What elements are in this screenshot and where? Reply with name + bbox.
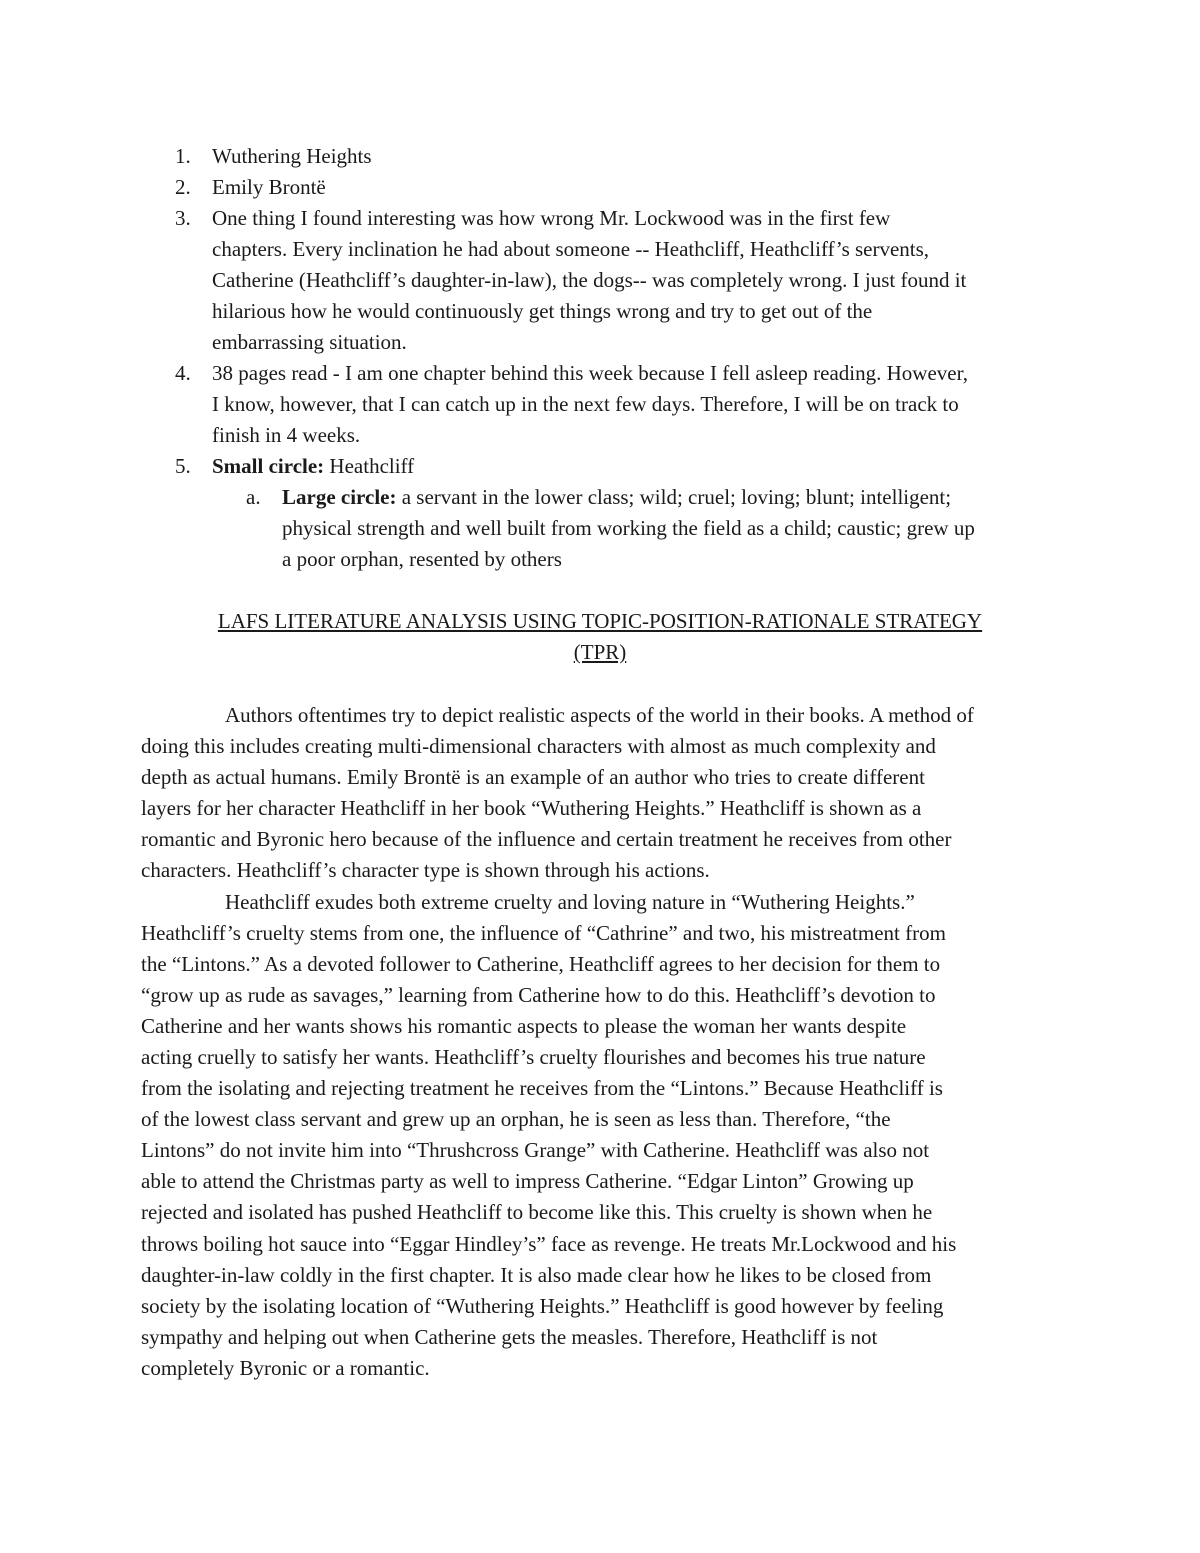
essay-line: from the isolating and rejecting treatment he receives from the “Lintons.” Because Heathcliff is: [141, 1076, 943, 1100]
essay-line: Lintons” do not invite him into “Thrushcross Grange” with Catherine. Heathcliff was also not: [141, 1138, 930, 1162]
list-number-5: 5.: [175, 454, 191, 478]
essay-line: completely Byronic or a romantic.: [141, 1356, 430, 1380]
list-item-3-line: hilarious how he would continuously get things wrong and try to get out of the: [212, 299, 873, 323]
essay-line: layers for her character Heathcliff in her book “Wuthering Heights.” Heathcliff is shown as a: [141, 796, 922, 820]
essay-line: romantic and Byronic hero because of the influence and certain treatment he receives from other: [141, 827, 952, 851]
essay-line: doing this includes creating multi-dimensional characters with almost as much complexity and: [141, 734, 936, 758]
list-item-3-line: embarrassing situation.: [212, 330, 407, 354]
large-circle-label: Large circle:: [282, 485, 397, 509]
essay-line: able to attend the Christmas party as well to impress Catherine. “Edgar Linton” Growing up: [141, 1169, 914, 1193]
sub-list-letter-a: a.: [246, 485, 261, 509]
essay-line: Authors oftentimes try to depict realistic aspects of the world in their books. A method of: [141, 703, 974, 727]
small-circle-label: Small circle:: [212, 454, 325, 478]
list-item-2-text: Emily Brontë: [212, 175, 326, 199]
list-item-5-line: [212, 451, 414, 482]
list-item-1-text: Wuthering Heights: [212, 144, 372, 168]
essay-line: daughter-in-law coldly in the first chapter. It is also made clear how he likes to be closed from: [141, 1263, 932, 1287]
sub-item-a-line: [282, 482, 951, 513]
small-circle-value: Heathcliff: [324, 454, 415, 478]
list-number-1: 1.: [175, 144, 191, 168]
essay-title-line-1: LAFS LITERATURE ANALYSIS USING TOPIC-POSITION-RATIONALE STRATEGY: [217, 609, 983, 633]
essay-line: depth as actual humans. Emily Brontë is an example of an author who tries to create different: [141, 765, 925, 789]
essay-line: rejected and isolated has pushed Heathcliff to become like this. This cruelty is shown when he: [141, 1200, 933, 1224]
essay-line: Heathcliff exudes both extreme cruelty and loving nature in “Wuthering Heights.”: [141, 890, 915, 914]
list-item-4-line: 38 pages read - I am one chapter behind this week because I fell asleep reading. However,: [212, 361, 968, 385]
essay-title-line-2: (TPR): [573, 640, 627, 664]
essay-line: characters. Heathcliff’s character type is shown through his actions.: [141, 858, 710, 882]
list-item-3-line: chapters. Every inclination he had about someone -- Heathcliff, Heathcliff’s servents,: [212, 237, 930, 261]
essay-line: throws boiling hot sauce into “Eggar Hindley’s” face as revenge. He treats Mr.Lockwood and his: [141, 1232, 957, 1256]
list-number-3: 3.: [175, 206, 191, 230]
essay-line: “grow up as rude as savages,” learning from Catherine how to do this. Heathcliff’s devotion to: [141, 983, 936, 1007]
list-number-4: 4.: [175, 361, 191, 385]
list-item-3-line: Catherine (Heathcliff’s daughter-in-law), the dogs-- was completely wrong. I just found it: [212, 268, 967, 292]
essay-line: acting cruelly to satisfy her wants. Heathcliff’s cruelty flourishes and becomes his true nature: [141, 1045, 926, 1069]
large-circle-value: a servant in the lower class; wild; cruel; loving; blunt; intelligent;: [396, 485, 952, 509]
list-item-4-line: I know, however, that I can catch up in the next few days. Therefore, I will be on track to: [212, 392, 959, 416]
sub-item-a-line: physical strength and well built from working the field as a child; caustic; grew up: [282, 516, 975, 540]
essay-line: of the lowest class servant and grew up an orphan, he is seen as less than. Therefore, “the: [141, 1107, 891, 1131]
essay-line: Catherine and her wants shows his romantic aspects to please the woman her wants despite: [141, 1014, 907, 1038]
essay-line: Heathcliff’s cruelty stems from one, the influence of “Cathrine” and two, his mistreatment from: [141, 921, 946, 945]
list-number-2: 2.: [175, 175, 191, 199]
essay-line: society by the isolating location of “Wuthering Heights.” Heathcliff is good however by feeling: [141, 1294, 944, 1318]
sub-item-a-line: a poor orphan, resented by others: [282, 547, 562, 571]
list-item-4-line: finish in 4 weeks.: [212, 423, 361, 447]
essay-line: the “Lintons.” As a devoted follower to Catherine, Heathcliff agrees to her decision for them to: [141, 952, 941, 976]
list-item-3-line: One thing I found interesting was how wrong Mr. Lockwood was in the first few: [212, 206, 891, 230]
essay-line: sympathy and helping out when Catherine gets the measles. Therefore, Heathcliff is not: [141, 1325, 878, 1349]
